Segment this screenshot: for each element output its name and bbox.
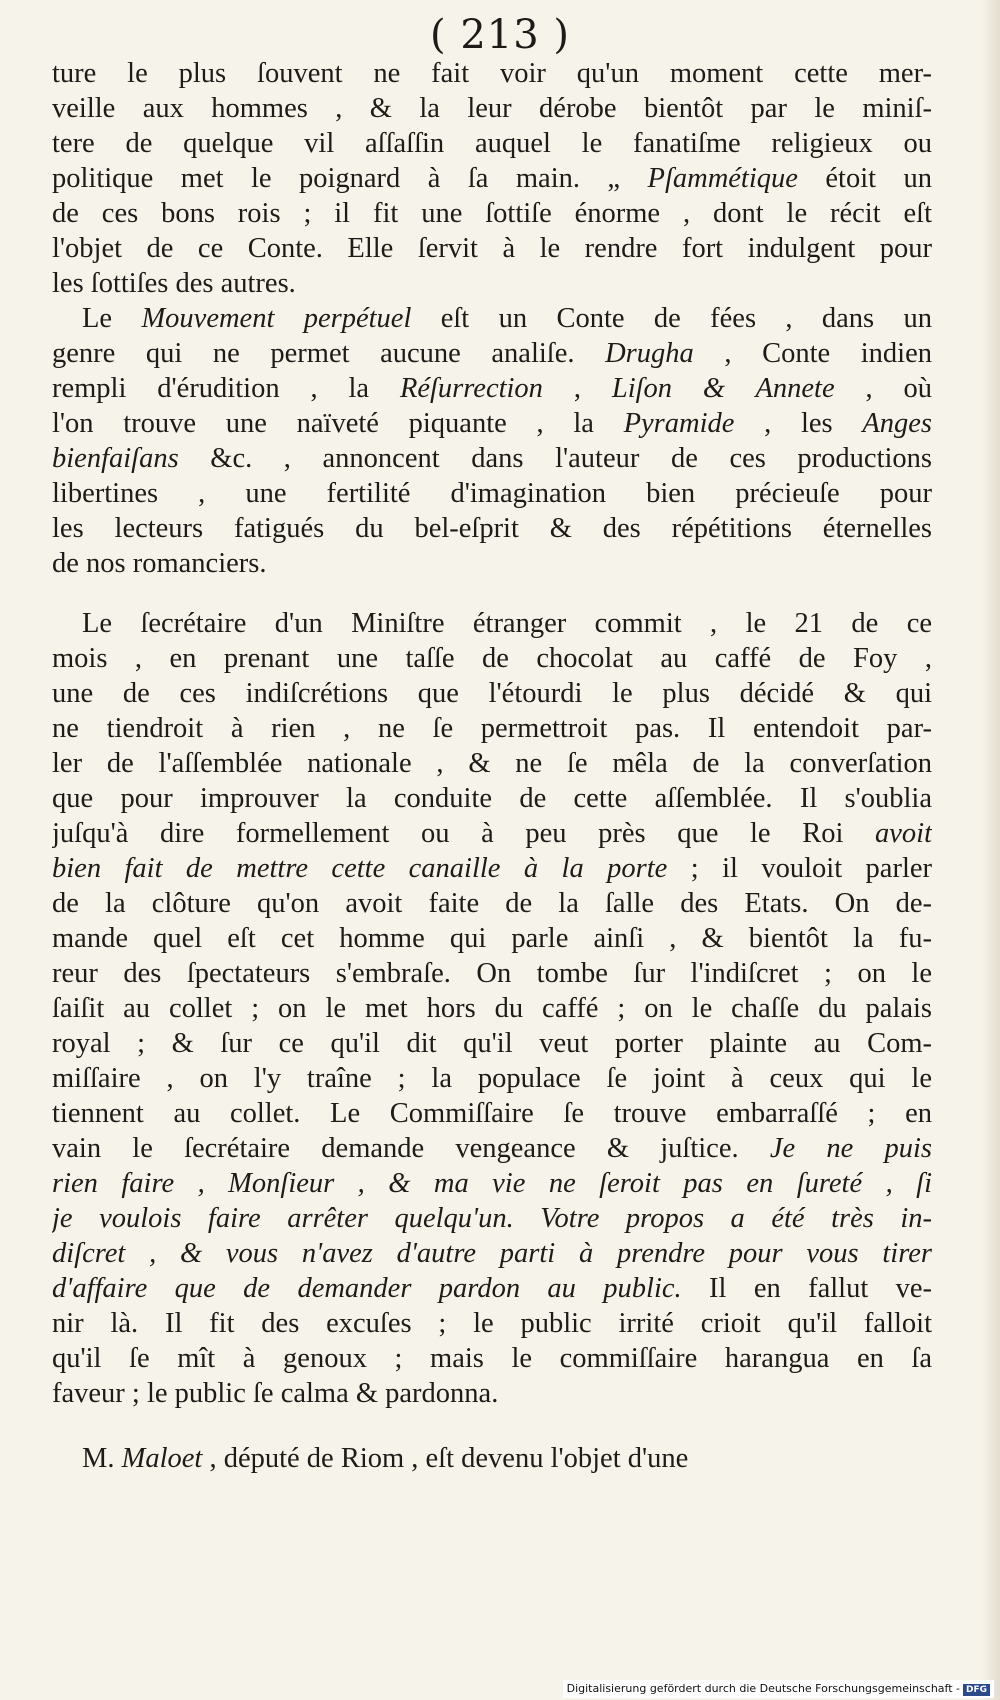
text-line: ture le plus ſouvent ne fait voir qu'un moment cette mer-: [52, 58, 932, 89]
text-line: genre qui ne permet aucune analiſe. Drugha , Conte indien: [52, 338, 932, 369]
text-line: miſſaire , on l'y traîne ; la populace ſe joint à ceux qui le: [52, 1063, 932, 1094]
text-line: libertines , une fertilité d'imagination bien précieuſe pour: [52, 478, 932, 509]
text-line: bien fait de mettre cette canaille à la porte ; il vouloit parler: [52, 853, 932, 884]
text-line: ſaiſit au collet ; on le met hors du caffé ; on le chaſſe du palais: [52, 993, 932, 1024]
text-line: de ces bons rois ; il fit une ſottiſe énorme , dont le récit eſt: [52, 198, 932, 229]
footer-text: Digitalisierung gefördert durch die Deutsche Forschungsgemeinschaft -: [566, 1682, 960, 1695]
text-line: l'on trouve une naïveté piquante , la Pyramide , les Anges: [52, 408, 932, 439]
text-line: rempli d'érudition , la Réſurrection , Liſon & Annete , où: [52, 373, 932, 404]
text-line: faveur ; le public ſe calma & pardonna.: [52, 1378, 499, 1409]
text-line: veille aux hommes , & la leur dérobe bientôt par le miniſ-: [52, 93, 932, 124]
text-line: l'objet de ce Conte. Elle ſervit à le rendre fort indulgent pour: [52, 233, 932, 264]
text-line: Le Mouvement perpétuel eſt un Conte de fées , dans un: [82, 303, 932, 334]
page-number: ( 213 ): [430, 12, 570, 58]
text-line: vain le ſecrétaire demande vengeance & juſtice. Je ne puis: [52, 1133, 932, 1164]
page-edge-shadow: [982, 0, 1000, 1700]
text-line: les lecteurs fatigués du bel-eſprit & des répétitions éternelles: [52, 513, 932, 544]
text-line: juſqu'à dire formellement ou à peu près que le Roi avoit: [52, 818, 932, 849]
text-line: tere de quelque vil aſſaſſin auquel le fanatiſme religieux ou: [52, 128, 932, 159]
text-line: mande quel eſt cet homme qui parle ainſi , & bientôt la fu-: [52, 923, 932, 954]
text-line: je voulois faire arrêter quelqu'un. Votre propos a été très in-: [52, 1203, 932, 1234]
text-line: tiennent au collet. Le Commiſſaire ſe trouve embarraſſé ; en: [52, 1098, 932, 1129]
text-line: nir là. Il fit des excuſes ; le public irrité crioit qu'il falloit: [52, 1308, 932, 1339]
text-line: ler de l'aſſemblée nationale , & ne ſe mêla de la converſation: [52, 748, 932, 779]
dfg-logo: DFG: [963, 1684, 990, 1696]
text-line: qu'il ſe mît à genoux ; mais le commiſſaire harangua en ſa: [52, 1343, 932, 1374]
text-line: d'affaire que de demander pardon au public. Il en fallut ve-: [52, 1273, 932, 1304]
text-line: mois , en prenant une taſſe de chocolat au caffé de Foy ,: [52, 643, 932, 674]
text-line: M. Maloet , député de Riom , eſt devenu l'objet d'une: [82, 1443, 689, 1474]
text-line: royal ; & ſur ce qu'il dit qu'il veut porter plainte au Com-: [52, 1028, 932, 1059]
digitization-footer: [563, 1680, 994, 1698]
text-line: une de ces indiſcrétions que l'étourdi le plus décidé & qui: [52, 678, 932, 709]
text-line: diſcret , & vous n'avez d'autre parti à prendre pour vous tirer: [52, 1238, 932, 1269]
text-line: bienfaiſans &c. , annoncent dans l'auteur de ces productions: [52, 443, 932, 474]
text-line: que pour improuver la conduite de cette aſſemblée. Il s'oublia: [52, 783, 932, 814]
text-line: ne tiendroit à rien , ne ſe permettroit pas. Il entendoit par-: [52, 713, 932, 744]
text-line: de nos romanciers.: [52, 548, 267, 579]
text-line: politique met le poignard à ſa main. „ Pſammétique étoit un: [52, 163, 932, 194]
text-line: de la clôture qu'on avoit faite de la ſalle des Etats. On de-: [52, 888, 932, 919]
text-line: reur des ſpectateurs s'embraſe. On tombe ſur l'indiſcret ; on le: [52, 958, 932, 989]
text-line: rien faire , Monſieur , & ma vie ne ſeroit pas en ſureté , ſi: [52, 1168, 932, 1199]
text-line: les ſottiſes des autres.: [52, 268, 296, 299]
text-line: Le ſecrétaire d'un Miniſtre étranger commit , le 21 de ce: [82, 608, 932, 639]
